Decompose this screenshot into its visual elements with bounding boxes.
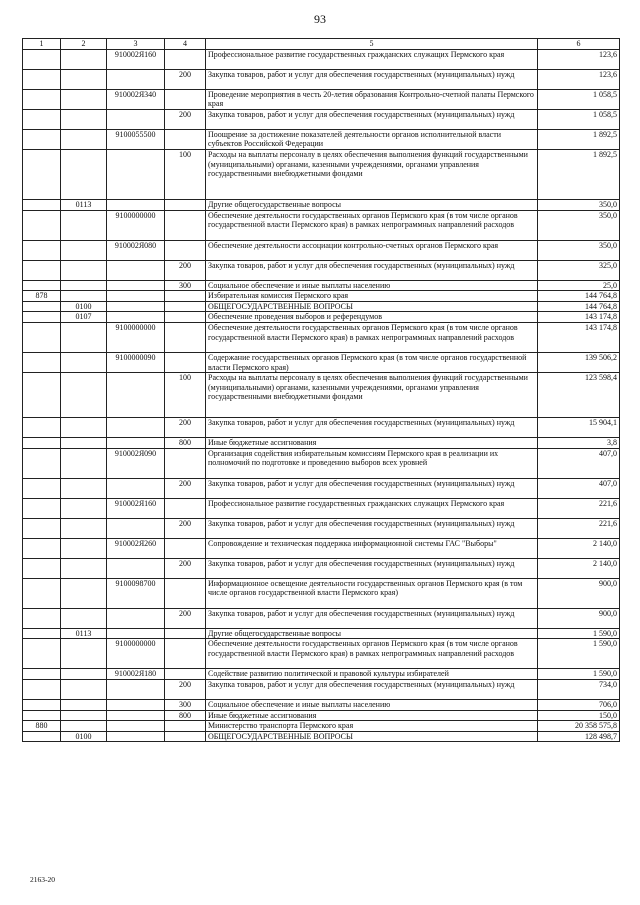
table-row [23, 199, 620, 210]
cell-c3 [107, 518, 165, 538]
cell-c4 [165, 498, 206, 518]
cell-c4 [165, 312, 206, 323]
cell-c5: Закупка товаров, работ и услуг для обеспечения государственных (муниципальных) нужд [206, 558, 538, 578]
cell-c5: ОБЩЕГОСУДАРСТВЕННЫЕ ВОПРОСЫ [206, 301, 538, 312]
cell-c4: 200 [165, 518, 206, 538]
table-row [23, 49, 620, 69]
cell-c1 [23, 558, 61, 578]
cell-c1 [23, 312, 61, 323]
cell-c3 [107, 312, 165, 323]
cell-c3 [107, 731, 165, 742]
table-row [23, 280, 620, 291]
cell-c1 [23, 578, 61, 608]
cell-c1 [23, 210, 61, 240]
table-row [23, 558, 620, 578]
cell-c6: 1 892,5 [538, 149, 620, 199]
table-row [23, 669, 620, 680]
cell-c2: 0100 [61, 301, 107, 312]
cell-c3: 910002Я180 [107, 669, 165, 680]
cell-c2 [61, 322, 107, 352]
cell-c4: 800 [165, 438, 206, 449]
cell-c4: 100 [165, 149, 206, 199]
table-row [23, 628, 620, 639]
table-row [23, 129, 620, 149]
cell-c6: 139 506,2 [538, 352, 620, 372]
cell-c2 [61, 710, 107, 721]
cell-c6: 407,0 [538, 478, 620, 498]
cell-c3: 910002Я090 [107, 448, 165, 478]
cell-c3 [107, 109, 165, 129]
cell-c4 [165, 129, 206, 149]
cell-c2: 0113 [61, 199, 107, 210]
cell-c1 [23, 438, 61, 449]
cell-c4 [165, 721, 206, 732]
cell-c6: 221,6 [538, 518, 620, 538]
cell-c5: ОБЩЕГОСУДАРСТВЕННЫЕ ВОПРОСЫ [206, 731, 538, 742]
header-col-6: 6 [538, 39, 620, 50]
cell-c4: 200 [165, 608, 206, 628]
table-row [23, 478, 620, 498]
cell-c4: 800 [165, 710, 206, 721]
cell-c2 [61, 721, 107, 732]
header-col-5: 5 [206, 39, 538, 50]
cell-c1 [23, 199, 61, 210]
cell-c3 [107, 679, 165, 699]
cell-c6: 900,0 [538, 578, 620, 608]
cell-c3 [107, 199, 165, 210]
cell-c3: 910002Я260 [107, 538, 165, 558]
cell-c4: 300 [165, 280, 206, 291]
cell-c3: 910002Я340 [107, 89, 165, 109]
cell-c6: 143 174,8 [538, 322, 620, 352]
cell-c6: 1 892,5 [538, 129, 620, 149]
cell-c5: Профессиональное развитие государственных гражданских служащих Пермского края [206, 498, 538, 518]
table-row [23, 710, 620, 721]
cell-c4: 200 [165, 478, 206, 498]
cell-c6: 1 058,5 [538, 109, 620, 129]
cell-c4 [165, 628, 206, 639]
table-row [23, 699, 620, 710]
cell-c1 [23, 710, 61, 721]
table-body [23, 49, 620, 742]
table-row [23, 679, 620, 699]
cell-c3 [107, 721, 165, 732]
cell-c6: 350,0 [538, 210, 620, 240]
header-col-4: 4 [165, 39, 206, 50]
cell-c4 [165, 538, 206, 558]
cell-c4: 200 [165, 109, 206, 129]
cell-c4 [165, 291, 206, 302]
cell-c2 [61, 69, 107, 89]
budget-table [22, 38, 620, 742]
cell-c5: Закупка товаров, работ и услуг для обеспечения государственных (муниципальных) нужд [206, 478, 538, 498]
table-row [23, 312, 620, 323]
cell-c2 [61, 418, 107, 438]
cell-c4 [165, 210, 206, 240]
table-row [23, 608, 620, 628]
cell-c3 [107, 280, 165, 291]
cell-c2 [61, 679, 107, 699]
cell-c5: Закупка товаров, работ и услуг для обеспечения государственных (муниципальных) нужд [206, 608, 538, 628]
cell-c3: 910002Я080 [107, 240, 165, 260]
cell-c6: 1 058,5 [538, 89, 620, 109]
cell-c2 [61, 538, 107, 558]
cell-c6: 3,8 [538, 438, 620, 449]
cell-c5: Обеспечение деятельности государственных органов Пермского края (в том числе органов государственной власти Пермского края) в рамках непрограммных направлений расходов [206, 639, 538, 669]
table-row [23, 418, 620, 438]
cell-c1 [23, 679, 61, 699]
cell-c5: Содержание государственных органов Пермского края (в том числе органов государственной власти Пермского края) [206, 352, 538, 372]
cell-c3 [107, 710, 165, 721]
table-row [23, 89, 620, 109]
cell-c5: Министерство транспорта Пермского края [206, 721, 538, 732]
cell-c3 [107, 418, 165, 438]
cell-c2 [61, 210, 107, 240]
cell-c1 [23, 109, 61, 129]
table-row [23, 240, 620, 260]
cell-c2 [61, 149, 107, 199]
cell-c2 [61, 352, 107, 372]
cell-c6: 325,0 [538, 260, 620, 280]
cell-c4 [165, 301, 206, 312]
cell-c2 [61, 699, 107, 710]
page-number: 93 [314, 12, 326, 26]
cell-c5: Закупка товаров, работ и услуг для обеспечения государственных (муниципальных) нужд [206, 109, 538, 129]
cell-c3: 9100000000 [107, 210, 165, 240]
table-row [23, 69, 620, 89]
cell-c6: 734,0 [538, 679, 620, 699]
cell-c5: Иные бюджетные ассигнования [206, 438, 538, 449]
table-row [23, 498, 620, 518]
header-col-3: 3 [107, 39, 165, 50]
cell-c2 [61, 669, 107, 680]
cell-c3 [107, 478, 165, 498]
cell-c1 [23, 280, 61, 291]
cell-c6: 2 140,0 [538, 558, 620, 578]
cell-c2 [61, 109, 107, 129]
cell-c3: 9100098700 [107, 578, 165, 608]
cell-c5: Обеспечение проведения выборов и референдумов [206, 312, 538, 323]
cell-c2 [61, 639, 107, 669]
cell-c1 [23, 352, 61, 372]
cell-c5: Закупка товаров, работ и услуг для обеспечения государственных (муниципальных) нужд [206, 518, 538, 538]
cell-c3: 910002Я160 [107, 498, 165, 518]
cell-c3 [107, 260, 165, 280]
cell-c5: Содействие развитию политической и правовой культуры избирателей [206, 669, 538, 680]
cell-c1 [23, 639, 61, 669]
cell-c1 [23, 731, 61, 742]
cell-c5: Другие общегосударственные вопросы [206, 628, 538, 639]
cell-c4 [165, 669, 206, 680]
cell-c5: Поощрение за достижение показателей деятельности органов исполнительной власти субъектов Российской Федерации [206, 129, 538, 149]
footer-code: 2163-20 [30, 875, 55, 884]
cell-c2 [61, 291, 107, 302]
cell-c4 [165, 49, 206, 69]
cell-c6: 407,0 [538, 448, 620, 478]
table-row [23, 518, 620, 538]
cell-c4: 200 [165, 69, 206, 89]
cell-c5: Закупка товаров, работ и услуг для обеспечения государственных (муниципальных) нужд [206, 260, 538, 280]
cell-c1 [23, 608, 61, 628]
cell-c3 [107, 373, 165, 418]
cell-c6: 2 140,0 [538, 538, 620, 558]
cell-c2 [61, 260, 107, 280]
cell-c2 [61, 608, 107, 628]
cell-c1 [23, 240, 61, 260]
cell-c3 [107, 558, 165, 578]
cell-c5: Информационное освещение деятельности государственных органов Пермского края (в том числе органов государственной власти Пермского края) [206, 578, 538, 608]
cell-c4 [165, 199, 206, 210]
table-row [23, 731, 620, 742]
cell-c5: Организация содействия избирательным комиссиям Пермского края в реализации их полномочий по подготовке и проведению выборов всех уровней [206, 448, 538, 478]
cell-c3 [107, 291, 165, 302]
cell-c1: 878 [23, 291, 61, 302]
cell-c3: 910002Я160 [107, 49, 165, 69]
cell-c1 [23, 628, 61, 639]
cell-c6: 150,0 [538, 710, 620, 721]
table-row [23, 639, 620, 669]
table-row [23, 721, 620, 732]
cell-c4: 200 [165, 260, 206, 280]
table-row [23, 538, 620, 558]
table-row [23, 301, 620, 312]
table-row [23, 578, 620, 608]
table-row [23, 322, 620, 352]
table-row [23, 291, 620, 302]
cell-c4: 100 [165, 373, 206, 418]
cell-c5: Обеспечение деятельности государственных органов Пермского края (в том числе органов государственной власти Пермского края) в рамках непрограммных направлений расходов [206, 210, 538, 240]
cell-c3 [107, 69, 165, 89]
cell-c2 [61, 240, 107, 260]
cell-c4: 200 [165, 418, 206, 438]
header-row [23, 39, 620, 50]
cell-c3 [107, 438, 165, 449]
cell-c2: 0107 [61, 312, 107, 323]
cell-c2 [61, 438, 107, 449]
cell-c2 [61, 518, 107, 538]
cell-c2 [61, 89, 107, 109]
cell-c3 [107, 301, 165, 312]
cell-c1 [23, 538, 61, 558]
cell-c6: 20 358 575,8 [538, 721, 620, 732]
cell-c4 [165, 448, 206, 478]
cell-c5: Социальное обеспечение и иные выплаты населению [206, 280, 538, 291]
cell-c6: 221,6 [538, 498, 620, 518]
cell-c5: Закупка товаров, работ и услуг для обеспечения государственных (муниципальных) нужд [206, 418, 538, 438]
cell-c3: 9100000000 [107, 639, 165, 669]
table-row [23, 438, 620, 449]
cell-c1: 880 [23, 721, 61, 732]
cell-c5: Избирательная комиссия Пермского края [206, 291, 538, 302]
cell-c6: 25,0 [538, 280, 620, 291]
cell-c6: 1 590,0 [538, 669, 620, 680]
cell-c6: 123,6 [538, 69, 620, 89]
cell-c1 [23, 373, 61, 418]
cell-c3 [107, 699, 165, 710]
table-row [23, 149, 620, 199]
cell-c6: 1 590,0 [538, 628, 620, 639]
cell-c5: Проведение мероприятия в честь 20-летия образования Контрольно-счетной палаты Пермского края [206, 89, 538, 109]
cell-c1 [23, 89, 61, 109]
cell-c6: 143 174,8 [538, 312, 620, 323]
cell-c5: Обеспечение деятельности ассоциации контрольно-счетных органов Пермского края [206, 240, 538, 260]
cell-c6: 123 598,4 [538, 373, 620, 418]
cell-c1 [23, 260, 61, 280]
cell-c2: 0113 [61, 628, 107, 639]
cell-c5: Социальное обеспечение и иные выплаты населению [206, 699, 538, 710]
cell-c2 [61, 280, 107, 291]
table-row [23, 352, 620, 372]
cell-c1 [23, 69, 61, 89]
cell-c5: Иные бюджетные ассигнования [206, 710, 538, 721]
cell-c4 [165, 639, 206, 669]
cell-c5: Профессиональное развитие государственных гражданских служащих Пермского края [206, 49, 538, 69]
cell-c2 [61, 478, 107, 498]
table-row [23, 109, 620, 129]
cell-c2 [61, 578, 107, 608]
cell-c1 [23, 498, 61, 518]
cell-c4 [165, 89, 206, 109]
cell-c6: 128 498,7 [538, 731, 620, 742]
cell-c5: Другие общегосударственные вопросы [206, 199, 538, 210]
cell-c4 [165, 352, 206, 372]
cell-c6: 706,0 [538, 699, 620, 710]
table-row [23, 210, 620, 240]
cell-c2 [61, 448, 107, 478]
cell-c2 [61, 498, 107, 518]
cell-c2 [61, 558, 107, 578]
cell-c1 [23, 669, 61, 680]
cell-c1 [23, 301, 61, 312]
cell-c5: Расходы на выплаты персоналу в целях обеспечения выполнения функций государственными (муниципальными) органами, казенными учреждениями, органами управления государственными внебюджетными фондами [206, 373, 538, 418]
cell-c6: 15 904,1 [538, 418, 620, 438]
cell-c2 [61, 373, 107, 418]
cell-c4 [165, 322, 206, 352]
cell-c5: Расходы на выплаты персоналу в целях обеспечения выполнения функций государственными (муниципальными) органами, казенными учреждениями, органами управления государственными внебюджетными фондами [206, 149, 538, 199]
cell-c4 [165, 731, 206, 742]
cell-c6: 1 590,0 [538, 639, 620, 669]
cell-c2: 0100 [61, 731, 107, 742]
cell-c2 [61, 49, 107, 69]
cell-c5: Обеспечение деятельности государственных органов Пермского края (в том числе органов государственной власти Пермского края) в рамках непрограммных направлений расходов [206, 322, 538, 352]
cell-c1 [23, 448, 61, 478]
cell-c6: 144 764,8 [538, 301, 620, 312]
cell-c1 [23, 478, 61, 498]
cell-c4: 300 [165, 699, 206, 710]
cell-c6: 350,0 [538, 199, 620, 210]
cell-c3: 9100000090 [107, 352, 165, 372]
cell-c6: 144 764,8 [538, 291, 620, 302]
cell-c4 [165, 578, 206, 608]
cell-c1 [23, 49, 61, 69]
cell-c1 [23, 149, 61, 199]
cell-c1 [23, 418, 61, 438]
cell-c5: Закупка товаров, работ и услуг для обеспечения государственных (муниципальных) нужд [206, 679, 538, 699]
table-header [23, 39, 620, 50]
table-row [23, 448, 620, 478]
cell-c3 [107, 149, 165, 199]
cell-c1 [23, 518, 61, 538]
cell-c6: 123,6 [538, 49, 620, 69]
cell-c3 [107, 608, 165, 628]
cell-c4 [165, 240, 206, 260]
cell-c1 [23, 699, 61, 710]
cell-c1 [23, 129, 61, 149]
cell-c2 [61, 129, 107, 149]
table-row [23, 373, 620, 418]
cell-c6: 900,0 [538, 608, 620, 628]
cell-c3 [107, 628, 165, 639]
header-col-2: 2 [61, 39, 107, 50]
cell-c4: 200 [165, 679, 206, 699]
cell-c3: 9100000000 [107, 322, 165, 352]
cell-c3: 9100055500 [107, 129, 165, 149]
cell-c6: 350,0 [538, 240, 620, 260]
table-row [23, 260, 620, 280]
cell-c5: Сопровождение и техническая поддержка информационной системы ГАС "Выборы" [206, 538, 538, 558]
header-col-1: 1 [23, 39, 61, 50]
cell-c5: Закупка товаров, работ и услуг для обеспечения государственных (муниципальных) нужд [206, 69, 538, 89]
cell-c1 [23, 322, 61, 352]
cell-c4: 200 [165, 558, 206, 578]
